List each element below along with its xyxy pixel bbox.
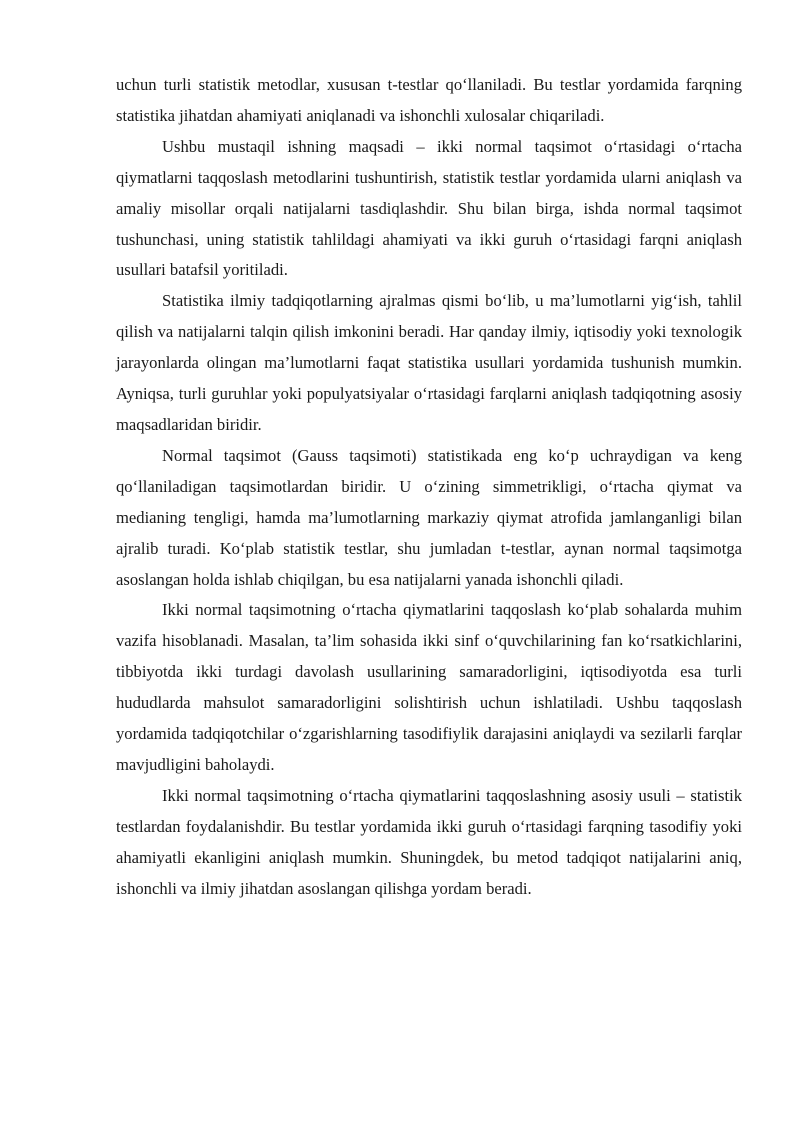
paragraph-main-method: Ikki normal taqsimotning o‘rtacha qiymatlarini taqqoslashning asosiy usuli – statistik testlardan foydalanishdir. Bu testlar yordamida ikki guruh o‘rtasidagi farqning tasodifiy yoki ahamiyatli ekanligini aniqlash mumkin. Shuningdek, bu metod tadqiqot natijalarini aniq, ishonchli va ilmiy jihatdan asoslangan qilishga yordam beradi. [116, 785, 742, 898]
paragraph-continuation: uchun turli statistik metodlar, xususan t-testlar qo‘llaniladi. Bu testlar yordamida farqning statistika jihatdan ahamiyati aniqlanadi va ishonchli xulosalar chiqariladi. [116, 75, 742, 125]
paragraph-normal-distribution: Normal taqsimot (Gauss taqsimoti) statistikada eng ko‘p uchraydigan va keng qo‘llaniladigan taqsimotlardan biridir. U o‘zining simmetrikligi, o‘rtacha qiymat va medianing tengligi, hamda ma’lumotlarning markaziy qiymat atrofida jamlanganligi bilan ajralib turadi. Ko‘plab statistik testlar, shu jumladan t-testlar, aynan normal taqsimotga asoslangan holda ishlab chiqilgan, bu esa natijalarni yanada ishonchli qiladi. [116, 445, 742, 589]
paragraph-statistics: Statistika ilmiy tadqiqotlarning ajralmas qismi bo‘lib, u ma’lumotlarni yig‘ish, tahlil qilish va natijalarni talqin qilish imkonini beradi. Har qanday ilmiy, iqtisodiy yoki texnologik jarayonlarda olingan ma’lumotlarni faqat statistika usullari yordamida tushunish mumkin. Ayniqsa, turli guruhlar yoki populyatsiyalar o‘rtasidagi farqlarni aniqlash tadqiqotning asosiy maqsadlaridan biridir. [116, 291, 742, 434]
paragraph-purpose: Ushbu mustaqil ishning maqsadi – ikki normal taqsimot o‘rtasidagi o‘rtacha qiymatlarni taqqoslash metodlarini tushuntirish, statistik testlar yordamida ularni aniqlash va amaliy misollar orqali natijalarni tasdiqlashdir. Shu bilan birga, ishda normal taqsimot tushunchasi, uning statistik tahlildagi ahamiyati va ikki guruh o‘rtasidagi farqni aniqlash usullari batafsil yoritiladi. [116, 136, 742, 280]
paragraph-comparison-importance: Ikki normal taqsimotning o‘rtacha qiymatlarini taqqoslash ko‘plab sohalarda muhim vazifa hisoblanadi. Masalan, ta’lim sohasida ikki sinf o‘quvchilarining fan ko‘rsatkichlarini, tibbiyotda ikki turdagi davolash usullarining samaradorligini, iqtisodiyotda esa turli hududlarda mahsulot samaradorligini solishtirish uchun ishlatiladi. Ushbu taqqoslash yordamida tadqiqotchilar o‘zgarishlarning tasodifiylik darajasini aniqlaydi va sezilarli farqlar mavjudligini baholaydi. [116, 600, 742, 774]
document-body [116, 70, 742, 904]
